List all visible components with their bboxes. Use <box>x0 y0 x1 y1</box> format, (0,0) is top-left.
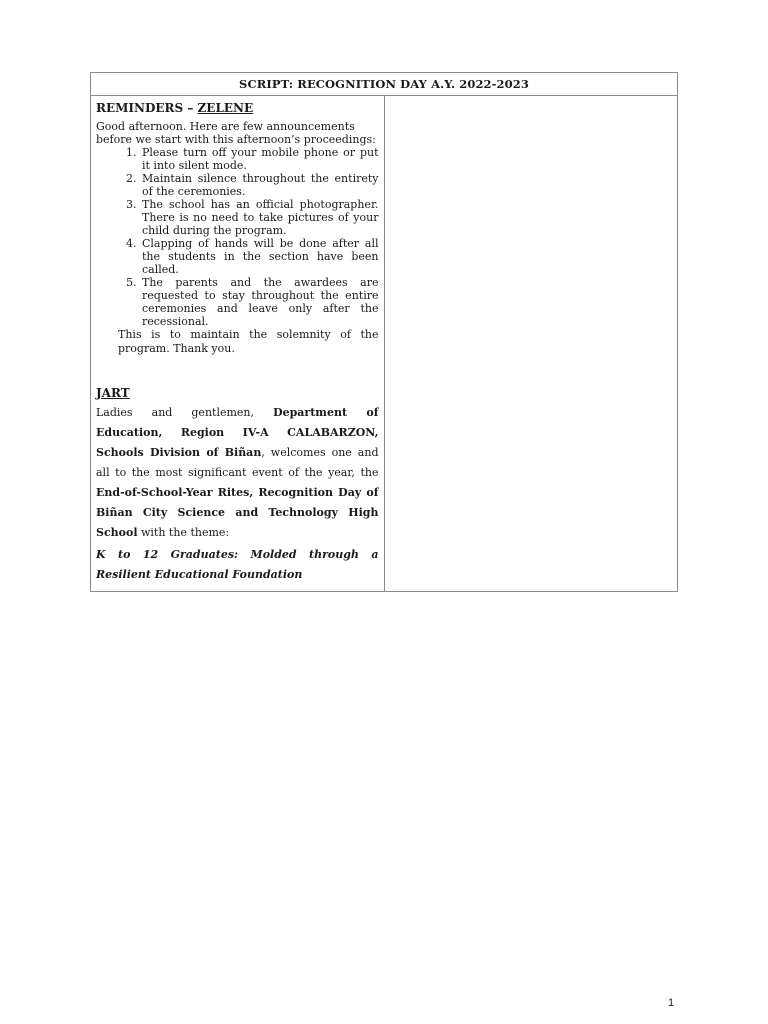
reminder-item: 2. Maintain silence throughout the entirety of the ceremonies. <box>140 172 379 198</box>
welcome-text-3: with the theme: <box>137 526 230 539</box>
jart-heading: JART <box>96 386 130 400</box>
script-right-column <box>384 96 678 592</box>
script-left-column <box>91 96 385 592</box>
spacer <box>96 355 379 385</box>
welcome-text-1: Ladies and gentlemen, <box>96 406 274 419</box>
reminders-heading <box>96 100 379 116</box>
reminders-speaker: ZELENE <box>197 101 254 115</box>
reminder-item: 1. Please turn off your mobile phone or put it into silent mode. <box>140 146 379 172</box>
welcome-text-2: , welcomes one and all to the most significant event of the year, the <box>96 446 379 479</box>
reminder-item: 3. The school has an official photographer. There is no need to take pictures of your child during the program. <box>140 198 379 237</box>
script-table <box>90 72 678 592</box>
reminders-list <box>96 146 379 328</box>
reminders-closing: This is to maintain the solemnity of the program. Thank you. <box>118 328 379 355</box>
reminders-intro: Good afternoon. Here are few announcements before we start with this afternoon’s proceedings: <box>96 120 376 146</box>
document-title: SCRIPT: RECOGNITION DAY A.Y. 2022-2023 <box>91 73 678 96</box>
reminder-item: 5. The parents and the awardees are requested to stay throughout the entire ceremonies and leave only after the recessional. <box>140 276 379 328</box>
page-number: 1 <box>668 997 675 1009</box>
welcome-bold-2: End-of-School-Year Rites, Recognition Day of Biñan City Science and Technology High School <box>96 486 379 539</box>
welcome-bold-1: Department of Education, Region IV-A CALABARZON, Schools Division of Biñan <box>96 406 379 459</box>
theme-text: K to 12 Graduates: Molded through a Resilient Educational Foundation <box>96 548 379 581</box>
welcome-paragraph <box>96 403 379 543</box>
reminders-heading-prefix: REMINDERS – <box>96 101 198 115</box>
reminder-item: 4. Clapping of hands will be done after all the students in the section have been called. <box>140 237 379 276</box>
